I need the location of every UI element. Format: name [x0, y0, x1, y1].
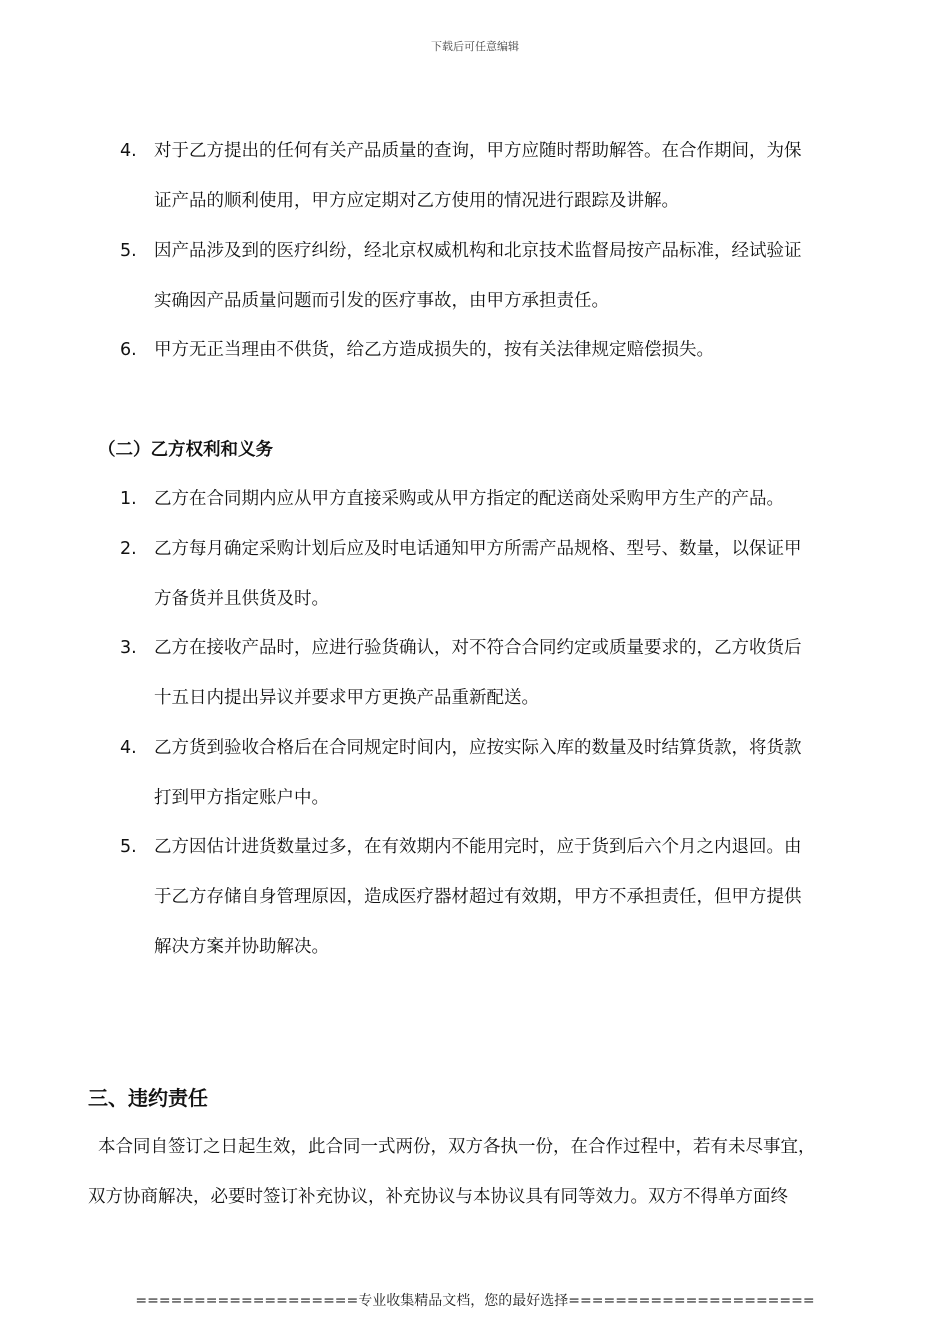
list-item-line: 乙方在合同期内应从甲方直接采购或从甲方指定的配送商处采购甲方生产的产品。 [154, 489, 784, 509]
list-item-number: 3. [120, 638, 137, 658]
list-item [120, 623, 880, 723]
list-item [120, 524, 880, 624]
list-item-number: 6. [120, 340, 137, 360]
list-item-number: 5. [120, 241, 137, 261]
list-item-line: 乙方每月确定采购计划后应及时电话通知甲方所需产品规格、型号、数量，以保证甲 [154, 539, 802, 559]
paragraph-line: 双方协商解决，必要时签订补充协议，补充协议与本协议具有同等效力。双方不得单方面终 [88, 1187, 788, 1207]
list-item-number: 4. [120, 738, 137, 758]
list-item [120, 822, 880, 972]
list-item-line: 实确因产品质量问题而引发的医疗事故，由甲方承担责任。 [154, 291, 609, 311]
list-item [120, 126, 880, 226]
page-header-note: 下载后可任意编辑 [431, 40, 519, 53]
list-item [120, 474, 880, 524]
list-item-line: 乙方在接收产品时，应进行验货确认，对不符合合同约定或质量要求的，乙方收货后 [154, 638, 802, 658]
list-item-number: 1. [120, 489, 137, 509]
list-item-number: 4. [120, 141, 137, 161]
list-item [120, 325, 880, 375]
page-footer: ===================专业收集精品文档，您的最好选择===================== [135, 1293, 815, 1309]
list-item [120, 226, 880, 326]
section-paragraph [88, 1122, 888, 1222]
list-item-line: 乙方因估计进货数量过多，在有效期内不能用完时，应于货到后六个月之内退回。由 [154, 837, 802, 857]
list-item-line: 方备货并且供货及时。 [154, 589, 329, 609]
list-item-line: 解决方案并协助解决。 [154, 937, 329, 957]
list-item-number: 5. [120, 837, 137, 857]
list-item-line: 十五日内提出异议并要求甲方更换产品重新配送。 [154, 688, 539, 708]
paragraph-line: 本合同自签订之日起生效，此合同一式两份，双方各执一份，在合作过程中，若有未尽事宜， [98, 1137, 816, 1157]
list-item-line: 于乙方存储自身管理原因，造成医疗器材超过有效期，甲方不承担责任，但甲方提供 [154, 887, 802, 907]
list-item-line: 证产品的顺利使用，甲方应定期对乙方使用的情况进行跟踪及讲解。 [154, 191, 679, 211]
list-item-line: 因产品涉及到的医疗纠纷，经北京权威机构和北京技术监督局按产品标准，经试验证 [154, 241, 802, 261]
section-subheading: （二）乙方权利和义务 [98, 440, 273, 460]
section-title: 三、违约责任 [88, 1086, 208, 1110]
list-item-line: 甲方无正当理由不供货，给乙方造成损失的，按有关法律规定赔偿损失。 [154, 340, 714, 360]
list-item [120, 723, 880, 823]
list-item-line: 打到甲方指定账户中。 [154, 788, 329, 808]
list-item-line: 乙方货到验收合格后在合同规定时间内，应按实际入库的数量及时结算货款，将货款 [154, 738, 802, 758]
list-item-number: 2. [120, 539, 137, 559]
list-item-line: 对于乙方提出的任何有关产品质量的查询，甲方应随时帮助解答。在合作期间，为保 [154, 141, 802, 161]
